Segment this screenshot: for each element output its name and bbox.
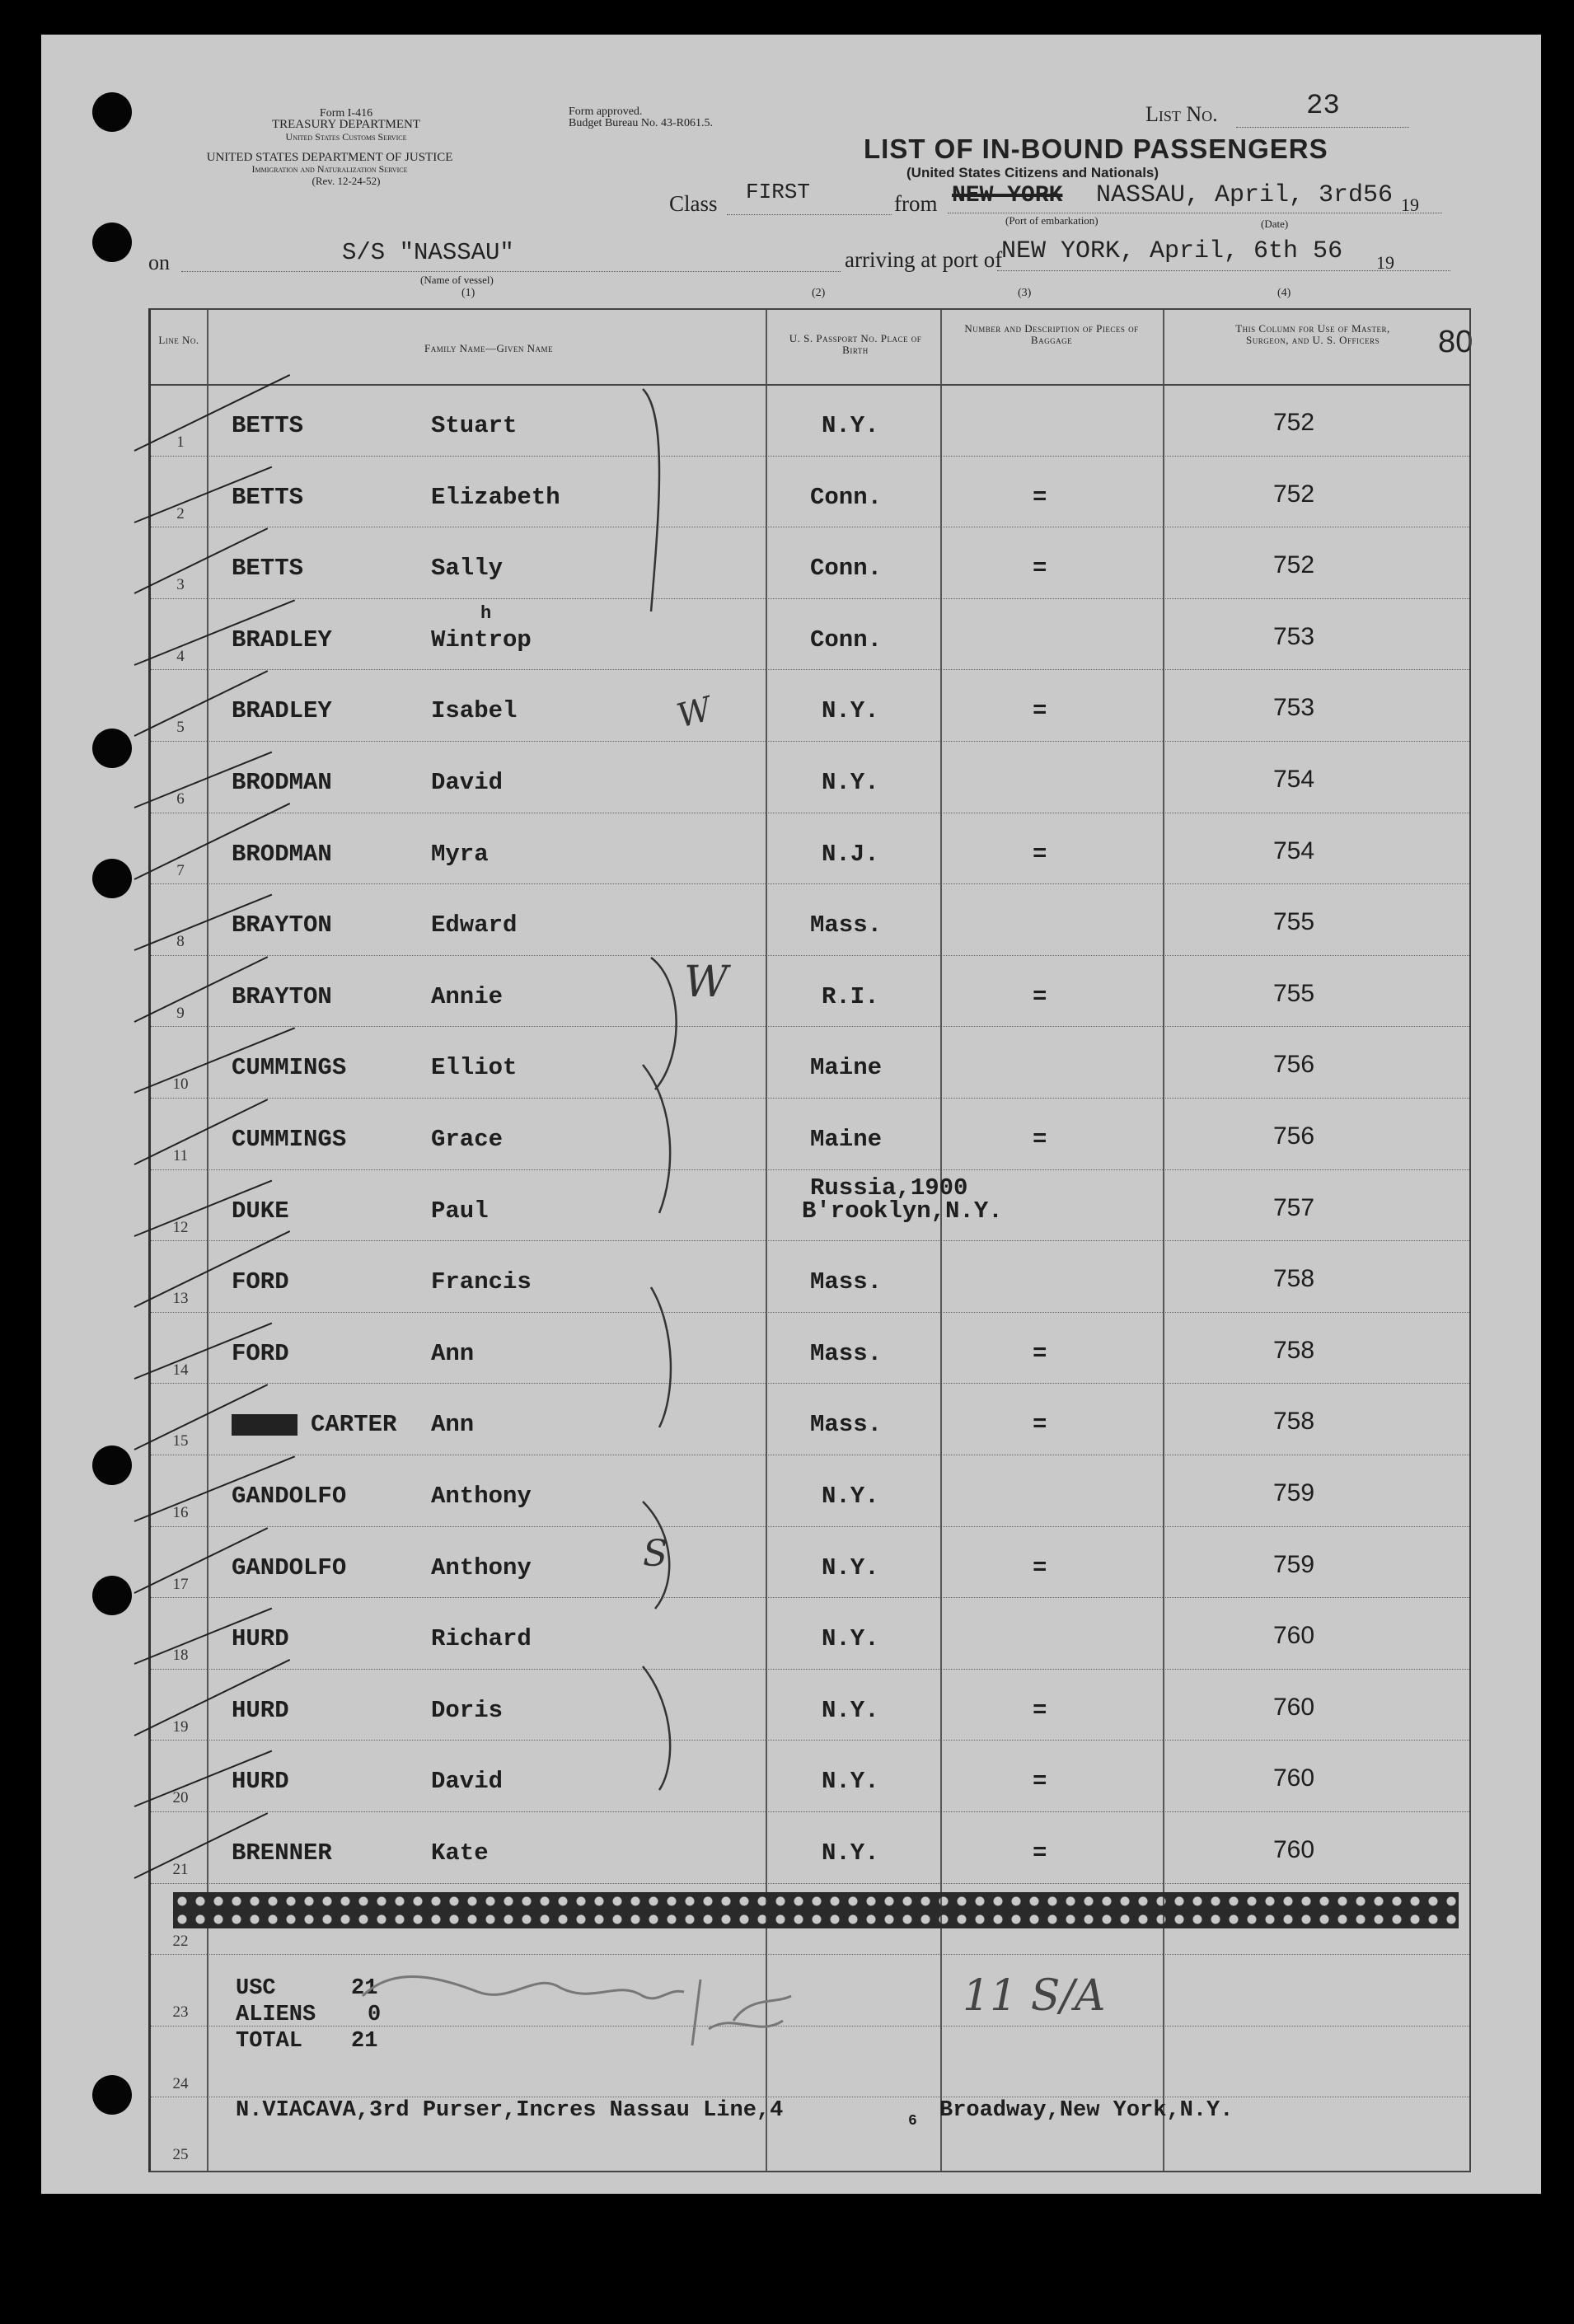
vessel-name: S/S "NASSAU" — [342, 239, 514, 266]
from-label: from — [894, 191, 938, 216]
row-divider — [151, 1383, 1469, 1384]
family-name: HURD — [232, 1696, 289, 1724]
baggage-count: = — [1033, 1553, 1047, 1581]
row-divider — [151, 741, 1469, 742]
margin-mark: S — [643, 1533, 668, 1575]
family-name: CUMMINGS — [232, 1126, 347, 1153]
vessel-underline — [181, 271, 841, 272]
bracket-marks — [577, 381, 709, 1798]
officer-number: 753 — [1273, 622, 1315, 650]
family-name: BRADLEY — [232, 626, 332, 654]
given-name: David — [431, 769, 504, 796]
col-header-baggage: Number and Description of Pieces of Baggage — [964, 322, 1139, 346]
line-number: 5 — [176, 719, 185, 737]
given-name: Francis — [431, 1268, 532, 1296]
punch-hole — [92, 1576, 132, 1615]
given-name: David — [431, 1768, 504, 1796]
officer-number: 759 — [1273, 1550, 1315, 1578]
given-name: Elliot — [431, 1054, 518, 1082]
aliens-label: ALIENS — [236, 2003, 316, 2027]
manifest-page — [41, 35, 1541, 2194]
row-divider — [151, 1098, 1469, 1099]
officer-number: 757 — [1273, 1193, 1315, 1221]
row-divider — [151, 1169, 1469, 1170]
line-number: 9 — [176, 1004, 185, 1022]
birth-place: Mass. — [810, 1268, 883, 1296]
given-name: Kate — [431, 1839, 489, 1867]
purser-line: N.VIACAVA,3rd Purser,Incres Nassau Line,4 — [236, 2098, 784, 2123]
margin-mark: W — [672, 690, 716, 736]
list-no-value: 23 — [1306, 91, 1340, 122]
col-header-officers: This Column for Use of Master, Surgeon, and U. S. Officers — [1235, 322, 1390, 346]
punch-hole — [92, 859, 132, 898]
line-number: 21 — [172, 1861, 189, 1878]
birth-place: N.Y. — [822, 697, 879, 725]
form-number: Form I-416 — [319, 107, 373, 119]
officer-number: 755 — [1273, 908, 1315, 936]
given-name: Paul — [431, 1197, 489, 1225]
row-divider — [151, 1597, 1469, 1598]
list-no-underline — [1236, 127, 1409, 128]
usc-label: USC — [236, 1976, 276, 2001]
aliens-value: 0 — [368, 2003, 382, 2027]
birth-place: N.Y. — [822, 1839, 879, 1867]
birth-place: N.Y. — [822, 1553, 879, 1581]
line-number: 20 — [172, 1789, 189, 1807]
line-number: 18 — [172, 1647, 189, 1665]
officer-number: 752 — [1273, 480, 1315, 508]
line-number: 3 — [176, 576, 185, 594]
family-name: HURD — [232, 1625, 289, 1653]
officer-number: 754 — [1273, 766, 1315, 793]
given-name: Richard — [431, 1625, 532, 1653]
baggage-count: = — [1033, 483, 1047, 511]
officer-number: 756 — [1273, 1122, 1315, 1150]
baggage-count: = — [1033, 1768, 1047, 1796]
officer-number: 760 — [1273, 1693, 1315, 1721]
punch-hole — [92, 729, 132, 768]
row-divider — [151, 456, 1469, 457]
baggage-count: = — [1033, 1696, 1047, 1724]
birth-place: Maine — [810, 1126, 883, 1153]
class-label: Class — [669, 191, 718, 216]
line-number: 23 — [172, 2003, 189, 2022]
purser-address: Broadway,New York,N.Y. — [939, 2098, 1234, 2123]
given-name: Stuart — [431, 412, 518, 439]
birth-place: N.Y. — [822, 412, 879, 439]
line-number: 16 — [172, 1504, 189, 1521]
officer-number: 755 — [1273, 979, 1315, 1007]
baggage-count: = — [1033, 1339, 1047, 1367]
revision-date: (Rev. 12-24-52) — [312, 175, 381, 187]
officer-number: 760 — [1273, 1764, 1315, 1792]
form-approved: Form approved. — [569, 105, 643, 118]
given-name-insert: h — [480, 602, 492, 624]
officer-number: 760 — [1273, 1622, 1315, 1650]
row-divider — [151, 1811, 1469, 1812]
family-name: BETTS — [232, 483, 304, 511]
row-divider — [151, 1669, 1469, 1670]
given-name: Annie — [431, 982, 504, 1010]
total-label: TOTAL — [236, 2029, 303, 2054]
birth-place: B'rooklyn,N.Y. — [802, 1197, 1003, 1225]
punch-hole — [92, 2075, 132, 2115]
birth-place: N.Y. — [822, 1483, 879, 1510]
birth-place: Conn. — [810, 483, 883, 511]
family-name: BRADLEY — [232, 697, 332, 725]
birth-place: Conn. — [810, 626, 883, 654]
row-divider — [151, 1240, 1469, 1241]
row-divider — [151, 598, 1469, 599]
row-divider — [151, 883, 1469, 884]
struck-surname — [232, 1414, 297, 1436]
port-caption: (Port of embarkation) — [1005, 214, 1099, 227]
birth-place: Mass. — [810, 1411, 883, 1439]
officer-number: 759 — [1273, 1479, 1315, 1506]
margin-mark: W — [684, 958, 728, 1007]
page-mark: 80 — [1438, 325, 1473, 359]
manifest-subtitle: (United States Citizens and Nationals) — [906, 165, 1159, 180]
line-number: 2 — [176, 504, 185, 522]
col-number-1: (1) — [461, 287, 475, 299]
officer-number: 756 — [1273, 1051, 1315, 1079]
col-number-4: (4) — [1277, 287, 1291, 299]
col-header-passport: U. S. Passport No. Place of Birth — [789, 332, 922, 356]
line-number: 24 — [172, 2074, 189, 2092]
birth-place: N.J. — [822, 840, 879, 868]
family-name: CARTER — [311, 1411, 397, 1439]
family-name: BETTS — [232, 555, 304, 583]
crossed-out-line — [173, 1892, 1459, 1928]
given-name: Anthony — [431, 1553, 532, 1581]
baggage-count: = — [1033, 555, 1047, 583]
handwritten-initial: 11 S/A — [963, 1971, 1106, 2021]
family-name: FORD — [232, 1268, 289, 1296]
manifest-title: LIST OF IN-BOUND PASSENGERS — [864, 134, 1328, 164]
officer-number: 758 — [1273, 1265, 1315, 1293]
baggage-count: = — [1033, 697, 1047, 725]
line-number: 11 — [172, 1147, 189, 1164]
col-number-2: (2) — [812, 287, 826, 299]
baggage-count: = — [1033, 1126, 1047, 1153]
officer-number: 753 — [1273, 694, 1315, 722]
from-struck-text: NEW YORK — [952, 183, 1063, 209]
vessel-caption: (Name of vessel) — [420, 274, 494, 286]
punch-hole — [92, 92, 132, 132]
line-number: 7 — [176, 861, 185, 879]
given-name: Wintrop — [431, 626, 532, 654]
given-name: Elizabeth — [431, 483, 560, 511]
row-divider — [151, 1740, 1469, 1741]
given-name: Isabel — [431, 697, 518, 725]
usc-value: 21 — [351, 1976, 378, 2001]
line-number: 8 — [176, 933, 185, 951]
row-divider — [151, 669, 1469, 670]
birth-place: Mass. — [810, 911, 883, 939]
line-number: 12 — [172, 1218, 189, 1236]
arrival-port-date: NEW YORK, April, 6th 56 — [1001, 237, 1343, 265]
on-label: on — [148, 251, 170, 274]
officer-number: 758 — [1273, 1408, 1315, 1436]
row-divider — [151, 955, 1469, 956]
family-name: FORD — [232, 1339, 289, 1367]
baggage-count: = — [1033, 1411, 1047, 1439]
birth-place-note: Russia,1900 — [810, 1174, 968, 1202]
punch-hole — [92, 223, 132, 262]
family-name: DUKE — [232, 1197, 289, 1225]
line-number: 15 — [172, 1432, 189, 1450]
birth-place: N.Y. — [822, 1768, 879, 1796]
birth-place: R.I. — [822, 982, 879, 1010]
birth-place: Mass. — [810, 1339, 883, 1367]
officer-number: 752 — [1273, 551, 1315, 579]
line-number: 17 — [172, 1575, 189, 1593]
purser-subscript: 6 — [908, 2113, 917, 2130]
punch-hole — [92, 1445, 132, 1485]
officer-number: 760 — [1273, 1836, 1315, 1863]
row-divider — [151, 1026, 1469, 1027]
baggage-count: = — [1033, 982, 1047, 1010]
class-underline — [727, 214, 892, 215]
family-name: HURD — [232, 1768, 289, 1796]
baggage-count: = — [1033, 840, 1047, 868]
line-number: 22 — [172, 1932, 189, 1950]
arrival-year-prefix: 19 — [1376, 252, 1394, 273]
family-name: BRENNER — [232, 1839, 332, 1867]
given-name: Ann — [431, 1339, 475, 1367]
line-number: 25 — [172, 2146, 189, 2164]
given-name: Edward — [431, 911, 518, 939]
family-name: BETTS — [232, 412, 304, 439]
given-name: Anthony — [431, 1483, 532, 1510]
budget-bureau: Budget Bureau No. 43-R061.5. — [569, 117, 713, 129]
line-number: 10 — [172, 1075, 189, 1094]
signature-scribble — [346, 1947, 923, 2054]
total-value: 21 — [351, 2029, 378, 2054]
family-name: GANDOLFO — [232, 1553, 347, 1581]
family-name: BRAYTON — [232, 982, 332, 1010]
line-number: 4 — [176, 647, 185, 665]
baggage-count: = — [1033, 1839, 1047, 1867]
family-name: BRODMAN — [232, 840, 332, 868]
officer-number: 758 — [1273, 1336, 1315, 1364]
family-name: BRODMAN — [232, 769, 332, 796]
given-name: Ann — [431, 1411, 475, 1439]
line-number: 19 — [172, 1717, 189, 1736]
from-year-prefix: 19 — [1401, 194, 1419, 215]
birth-place: Maine — [810, 1054, 883, 1082]
treasury-dept: TREASURY DEPARTMENT — [271, 118, 421, 131]
line-number: 13 — [172, 1290, 189, 1308]
given-name: Myra — [431, 840, 489, 868]
arriving-label: arriving at port of — [845, 247, 1003, 272]
from-value: NASSAU, April, 3rd56 — [1096, 181, 1394, 209]
class-value: FIRST — [746, 180, 811, 204]
birth-place: N.Y. — [822, 769, 879, 796]
col-header-name: Family Name—Given Name — [424, 342, 553, 354]
row-divider — [151, 1526, 1469, 1527]
line-number: 6 — [176, 790, 185, 808]
customs-service: United States Customs Service — [285, 131, 407, 143]
officer-number: 754 — [1273, 836, 1315, 864]
given-name: Grace — [431, 1126, 504, 1153]
justice-dept: UNITED STATES DEPARTMENT OF JUSTICE — [206, 151, 453, 164]
date-caption: (Date) — [1261, 218, 1289, 230]
row-divider — [151, 1312, 1469, 1313]
birth-place: Conn. — [810, 555, 883, 583]
row-divider — [151, 1883, 1469, 1884]
officer-number: 752 — [1273, 409, 1315, 436]
family-name: GANDOLFO — [232, 1483, 347, 1510]
birth-place: N.Y. — [822, 1625, 879, 1653]
header-divider — [151, 384, 1469, 386]
given-name: Sally — [431, 555, 504, 583]
col-number-3: (3) — [1018, 287, 1032, 299]
list-no-label: List No. — [1145, 102, 1218, 126]
family-name: BRAYTON — [232, 911, 332, 939]
line-number: 14 — [172, 1361, 189, 1379]
col-header-line: Line No. — [158, 334, 199, 346]
birth-place: N.Y. — [822, 1696, 879, 1724]
ins-service: Immigration and Naturalization Service — [251, 163, 408, 175]
line-number: 1 — [176, 433, 185, 451]
given-name: Doris — [431, 1696, 504, 1724]
family-name: CUMMINGS — [232, 1054, 347, 1082]
